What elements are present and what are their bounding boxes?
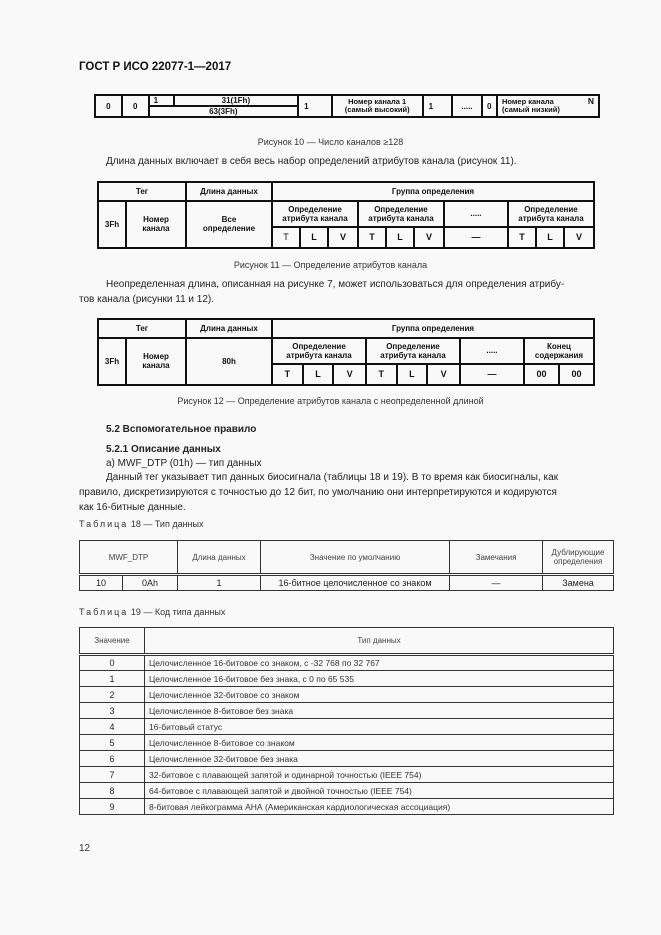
fig11-header-length: Длина данных: [186, 182, 272, 201]
table-row: [80, 783, 614, 799]
fig12-t: T: [272, 364, 303, 385]
cell-type: Целочисленное 8-битовое без знака: [145, 703, 614, 719]
page-number: 12: [79, 843, 91, 854]
fig12-ellipsis: .....: [460, 338, 524, 365]
fig11-attr-def-2: [358, 201, 444, 228]
cell-value: 1: [80, 671, 145, 687]
fig12-header-length: Длина данных: [186, 319, 272, 338]
fig12-text: Конец: [547, 341, 571, 351]
fig12-header-tag: Тег: [98, 319, 186, 338]
cell-value: 2: [80, 687, 145, 703]
fig10-cell: 0: [482, 95, 497, 117]
document-header: ГОСТ Р ИСО 22077-1—2017: [79, 61, 232, 73]
table-row: [80, 655, 614, 671]
paragraph-line: Неопределенная длина, описанная на рисунке 7, может использоваться для определения атрибу-: [106, 279, 565, 290]
cell-value: 4: [80, 719, 145, 735]
cell-type: Целочисленное 16-битовое со знаком, с -32 768 по 32 767: [145, 655, 614, 671]
fig11-text: атрибута канала: [368, 213, 434, 223]
fig11-t: T: [508, 227, 536, 248]
fig10-cell: 1: [423, 95, 453, 117]
fig10-text: Номер канала 1: [348, 97, 407, 106]
fig10-channel-lowest: [497, 95, 599, 117]
figure-11-caption: Рисунок 11 — Определение атрибутов канала: [233, 260, 428, 270]
table-row: [80, 687, 614, 703]
cell-hex: 0Ah: [123, 575, 178, 591]
fig10-cell: 0: [95, 95, 122, 117]
fig12-l: L: [303, 364, 334, 385]
fig11-l: L: [386, 227, 414, 248]
fig11-text: определение: [202, 224, 256, 234]
fig11-header-tag: Тег: [98, 182, 186, 201]
table-row: [80, 799, 614, 815]
table-row: [80, 751, 614, 767]
paragraph-line: Данный тег указывает тип данных биосигнала (таблицы 18 и 19). В то время как биосигналы, как: [106, 472, 559, 483]
header-text: определения: [553, 557, 603, 566]
fig10-cell: 0: [122, 95, 149, 117]
paragraph: Длина данных включает в себя весь набор определений атрибутов канала (рисунок 11).: [106, 156, 517, 167]
cell-type: 8-битовая лейкограмма АНА (Американская кардиологическая ассоциация): [145, 799, 614, 815]
cell-type: Целочисленное 32-битовое со знаком: [145, 687, 614, 703]
fig11-text: атрибута канала: [282, 213, 348, 223]
paragraph-line: тов канала (рисунки 11 и 12).: [79, 294, 215, 305]
table-label: Таблица: [79, 607, 129, 617]
cell-dup: Замена: [543, 575, 614, 591]
paragraph-line: правило, дискретизируются с точностью до 12 бит, по умолчанию они интерпретируются и кодируются: [79, 487, 557, 498]
fig11-channel-number: [126, 201, 186, 248]
table-19-caption: [79, 607, 225, 617]
fig12-text: Определение: [292, 341, 346, 351]
figure-11-table: [97, 181, 595, 249]
paragraph: [79, 277, 614, 307]
fig12-tag-value: 3Fh: [98, 338, 126, 385]
cell-type: 64-битовое с плавающей запятой и двойной точностью (IEEE 754): [145, 783, 614, 799]
fig11-text: Определение: [524, 204, 578, 214]
fig10-cell: 31(1Fh): [174, 95, 298, 106]
col-header: Длина данных: [178, 541, 261, 575]
section-heading: 5.2 Вспомогательное правило: [106, 424, 257, 435]
fig11-text: Определение: [374, 204, 428, 214]
fig12-text: канала: [142, 361, 170, 371]
fig11-l: L: [536, 227, 564, 248]
fig10-text: (самый высокий): [344, 105, 410, 114]
list-item-a: а) MWF_DTP (01h) — тип данных: [106, 458, 262, 469]
fig12-t: T: [366, 364, 397, 385]
cell-type: 32-битовое с плавающей запятой и одинарной точностью (IEEE 754): [145, 767, 614, 783]
fig12-text: Определение: [386, 341, 440, 351]
fig12-v: V: [333, 364, 366, 385]
fig11-text: канала: [142, 224, 170, 234]
cell-value: 3: [80, 703, 145, 719]
fig12-v: V: [427, 364, 460, 385]
fig12-end-of-contents: [524, 338, 594, 365]
cell-type: Целочисленное 8-битовое со знаком: [145, 735, 614, 751]
fig12-channel-number: [126, 338, 186, 385]
fig12-text: атрибута канала: [286, 350, 352, 360]
table-label: Таблица: [79, 519, 129, 529]
fig12-length-value: 80h: [186, 338, 272, 385]
table-18-caption: [79, 519, 204, 529]
fig12-end-value: 00: [524, 364, 559, 385]
table-row: [80, 703, 614, 719]
paragraph-line: как 16-битные данные.: [79, 502, 186, 513]
cell-length: 1: [178, 575, 261, 591]
fig11-text: атрибута канала: [518, 213, 584, 223]
fig12-end-value: 00: [559, 364, 594, 385]
fig11-l: L: [300, 227, 328, 248]
cell-type: 16-битовый статус: [145, 719, 614, 735]
fig11-v: V: [414, 227, 444, 248]
cell-dec: 10: [80, 575, 123, 591]
fig11-v: V: [564, 227, 594, 248]
col-header: Значение по умолчанию: [261, 541, 450, 575]
fig11-text: Все: [221, 215, 237, 225]
fig10-text: (самый низкий): [501, 105, 560, 114]
fig11-tag-value: 3Fh: [98, 201, 126, 248]
fig12-text: атрибута канала: [380, 350, 446, 360]
col-header: Замечания: [450, 541, 543, 575]
fig12-attr-def-2: [366, 338, 460, 365]
col-header: Значение: [80, 628, 145, 655]
table-18: [79, 540, 614, 591]
fig11-dash: —: [444, 227, 508, 248]
fig11-t: T: [358, 227, 386, 248]
col-header: [543, 541, 614, 575]
fig12-dash: —: [460, 364, 524, 385]
col-header: Тип данных: [145, 628, 614, 655]
figure-12-table: [97, 318, 595, 386]
fig11-ellipsis: .....: [444, 201, 508, 228]
cell-value: 6: [80, 751, 145, 767]
table-row: [80, 575, 614, 591]
fig12-text: содержания: [534, 350, 584, 360]
fig12-text: Номер: [143, 352, 169, 362]
fig11-attr-def-3: [508, 201, 594, 228]
cell-default: 16-битное целочисленное со знаком: [261, 575, 450, 591]
fig11-attr-def-1: [272, 201, 358, 228]
table-row: [80, 671, 614, 687]
cell-value: 8: [80, 783, 145, 799]
fig10-cell: 63(3Fh): [149, 106, 299, 117]
table-19: [79, 627, 614, 815]
figure-10-caption: Рисунок 10 — Число каналов ≥128: [257, 137, 404, 147]
header-text: Дублирующие: [551, 548, 605, 557]
fig11-header-group: Группа определения: [272, 182, 594, 201]
table-row: [80, 735, 614, 751]
fig11-v: V: [328, 227, 358, 248]
fig11-t: T: [272, 227, 300, 248]
fig11-text: Номер: [143, 215, 169, 225]
cell-type: Целочисленное 16-битовое без знака, с 0 по 65 535: [145, 671, 614, 687]
cell-value: 0: [80, 655, 145, 671]
fig10-cell: 1: [149, 95, 174, 106]
cell-value: 5: [80, 735, 145, 751]
fig10-channel-highest: [332, 95, 423, 117]
figure-12-caption: Рисунок 12 — Определение атрибутов канала с неопределенной длиной: [177, 396, 484, 406]
table-row: [80, 767, 614, 783]
fig12-l: L: [397, 364, 428, 385]
fig11-length-value: [186, 201, 272, 248]
col-header: MWF_DTP: [80, 541, 178, 575]
fig10-n-label: N: [587, 96, 594, 106]
fig12-attr-def-1: [272, 338, 366, 365]
fig10-cell: .....: [452, 95, 481, 117]
cell-value: 9: [80, 799, 145, 815]
fig11-text: Определение: [288, 204, 342, 214]
cell-remarks: —: [450, 575, 543, 591]
fig10-cell: 1: [298, 95, 332, 117]
table-title: 19 — Код типа данных: [130, 607, 226, 617]
table-title: 18 — Тип данных: [130, 519, 204, 529]
figure-10-table: [94, 94, 600, 118]
table-row: [80, 719, 614, 735]
section-body: [79, 470, 619, 515]
subsection-heading: 5.2.1 Описание данных: [106, 444, 221, 455]
cell-type: Целочисленное 32-битовое без знака: [145, 751, 614, 767]
fig12-header-group: Группа определения: [272, 319, 594, 338]
fig10-text: Номер канала: [501, 97, 554, 106]
cell-value: 7: [80, 767, 145, 783]
